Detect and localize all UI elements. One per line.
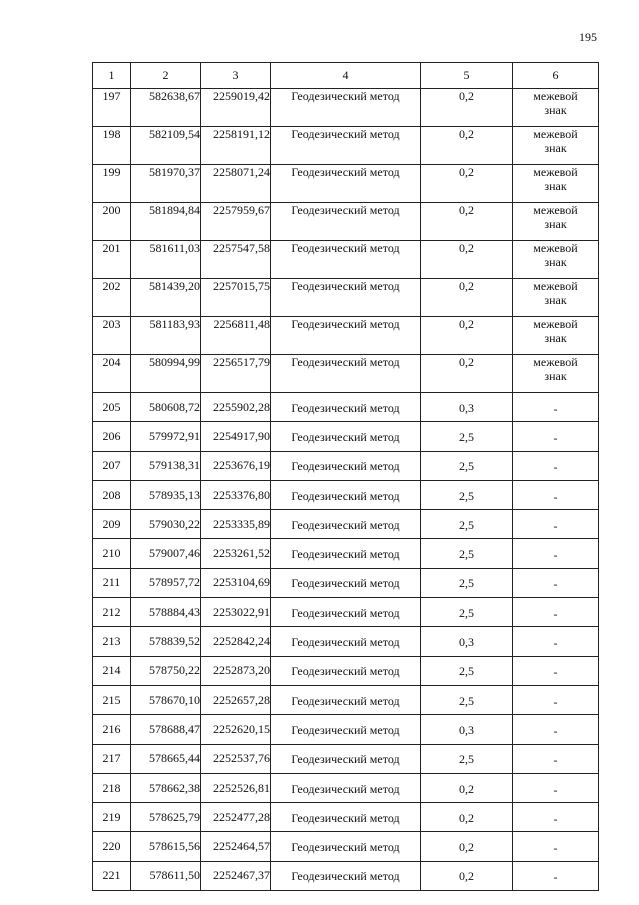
table-row [93, 715, 599, 744]
table-row [93, 127, 599, 165]
point-number-cell: 206 [93, 422, 131, 451]
y-coordinate-cell: 2256517,79 [201, 355, 271, 393]
accuracy-cell: 0,2 [421, 203, 513, 241]
method-cell: Геодезический метод [271, 656, 421, 685]
accuracy-cell: 0,2 [421, 803, 513, 832]
mark-type-cell: - [513, 861, 599, 890]
method-cell: Геодезический метод [271, 861, 421, 890]
table-row [93, 393, 599, 422]
point-number-cell: 209 [93, 510, 131, 539]
mark-type-cell: - [513, 773, 599, 802]
mark-type-cell: - [513, 539, 599, 568]
header-cell-1: 1 [93, 63, 131, 89]
y-coordinate-cell: 2257015,75 [201, 279, 271, 317]
mark-type-cell: - [513, 744, 599, 773]
method-cell: Геодезический метод [271, 203, 421, 241]
y-coordinate-cell: 2252467,37 [201, 861, 271, 890]
y-coordinate-cell: 2252620,15 [201, 715, 271, 744]
mark-type-cell: - [513, 627, 599, 656]
x-coordinate-cell: 578935,13 [131, 480, 201, 509]
accuracy-cell: 0,3 [421, 393, 513, 422]
header-cell-2: 2 [131, 63, 201, 89]
header-cell-6: 6 [513, 63, 599, 89]
mark-type-cell: - [513, 568, 599, 597]
y-coordinate-cell: 2252842,24 [201, 627, 271, 656]
mark-type-cell: - [513, 480, 599, 509]
y-coordinate-cell: 2253335,89 [201, 510, 271, 539]
x-coordinate-cell: 580608,72 [131, 393, 201, 422]
point-number-cell: 213 [93, 627, 131, 656]
x-coordinate-cell: 578750,22 [131, 656, 201, 685]
table-row [93, 685, 599, 714]
method-cell: Геодезический метод [271, 355, 421, 393]
point-number-cell: 201 [93, 241, 131, 279]
method-cell: Геодезический метод [271, 451, 421, 480]
table-row [93, 89, 599, 127]
accuracy-cell: 2,5 [421, 744, 513, 773]
point-number-cell: 197 [93, 89, 131, 127]
x-coordinate-cell: 579030,22 [131, 510, 201, 539]
table-row [93, 744, 599, 773]
point-number-cell: 221 [93, 861, 131, 890]
y-coordinate-cell: 2253104,69 [201, 568, 271, 597]
point-number-cell: 205 [93, 393, 131, 422]
point-number-cell: 211 [93, 568, 131, 597]
accuracy-cell: 2,5 [421, 422, 513, 451]
x-coordinate-cell: 578611,50 [131, 861, 201, 890]
point-number-cell: 214 [93, 656, 131, 685]
x-coordinate-cell: 579138,31 [131, 451, 201, 480]
accuracy-cell: 2,5 [421, 656, 513, 685]
method-cell: Геодезический метод [271, 803, 421, 832]
header-cell-4: 4 [271, 63, 421, 89]
table-row [93, 539, 599, 568]
x-coordinate-cell: 581970,37 [131, 165, 201, 203]
mark-type-cell: межевой знак [513, 89, 599, 127]
method-cell: Геодезический метод [271, 480, 421, 509]
table-row [93, 656, 599, 685]
method-cell: Геодезический метод [271, 598, 421, 627]
table-row [93, 861, 599, 890]
mark-type-cell: межевой знак [513, 127, 599, 165]
x-coordinate-cell: 578957,72 [131, 568, 201, 597]
method-cell: Геодезический метод [271, 510, 421, 539]
header-cell-3: 3 [201, 63, 271, 89]
method-cell: Геодезический метод [271, 832, 421, 861]
method-cell: Геодезический метод [271, 317, 421, 355]
x-coordinate-cell: 581183,93 [131, 317, 201, 355]
accuracy-cell: 0,2 [421, 355, 513, 393]
accuracy-cell: 2,5 [421, 568, 513, 597]
method-cell: Геодезический метод [271, 279, 421, 317]
y-coordinate-cell: 2252873,20 [201, 656, 271, 685]
point-number-cell: 199 [93, 165, 131, 203]
y-coordinate-cell: 2258191,12 [201, 127, 271, 165]
point-number-cell: 212 [93, 598, 131, 627]
point-number-cell: 219 [93, 803, 131, 832]
mark-type-cell: межевой знак [513, 355, 599, 393]
method-cell: Геодезический метод [271, 715, 421, 744]
method-cell: Геодезический метод [271, 89, 421, 127]
accuracy-cell: 2,5 [421, 598, 513, 627]
point-number-cell: 215 [93, 685, 131, 714]
y-coordinate-cell: 2256811,48 [201, 317, 271, 355]
accuracy-cell: 0,2 [421, 773, 513, 802]
table-row [93, 451, 599, 480]
accuracy-cell: 2,5 [421, 480, 513, 509]
accuracy-cell: 0,2 [421, 832, 513, 861]
table-row [93, 598, 599, 627]
x-coordinate-cell: 581439,20 [131, 279, 201, 317]
point-number-cell: 198 [93, 127, 131, 165]
x-coordinate-cell: 578662,38 [131, 773, 201, 802]
point-number-cell: 203 [93, 317, 131, 355]
x-coordinate-cell: 578670,10 [131, 685, 201, 714]
point-number-cell: 207 [93, 451, 131, 480]
y-coordinate-cell: 2259019,42 [201, 89, 271, 127]
y-coordinate-cell: 2258071,24 [201, 165, 271, 203]
x-coordinate-cell: 578615,56 [131, 832, 201, 861]
accuracy-cell: 0,2 [421, 127, 513, 165]
mark-type-cell: - [513, 598, 599, 627]
y-coordinate-cell: 2252657,28 [201, 685, 271, 714]
table-row [93, 568, 599, 597]
y-coordinate-cell: 2252537,76 [201, 744, 271, 773]
point-number-cell: 220 [93, 832, 131, 861]
point-number-cell: 204 [93, 355, 131, 393]
x-coordinate-cell: 578625,79 [131, 803, 201, 832]
y-coordinate-cell: 2255902,28 [201, 393, 271, 422]
accuracy-cell: 0,2 [421, 241, 513, 279]
point-number-cell: 210 [93, 539, 131, 568]
accuracy-cell: 0,2 [421, 165, 513, 203]
method-cell: Геодезический метод [271, 393, 421, 422]
table-row [93, 627, 599, 656]
table-row [93, 773, 599, 802]
method-cell: Геодезический метод [271, 568, 421, 597]
mark-type-cell: межевой знак [513, 317, 599, 355]
x-coordinate-cell: 582109,54 [131, 127, 201, 165]
method-cell: Геодезический метод [271, 685, 421, 714]
table-header [93, 63, 599, 89]
y-coordinate-cell: 2257547,58 [201, 241, 271, 279]
table-row [93, 355, 599, 393]
table-row [93, 279, 599, 317]
accuracy-cell: 0,2 [421, 89, 513, 127]
x-coordinate-cell: 582638,67 [131, 89, 201, 127]
accuracy-cell: 0,2 [421, 861, 513, 890]
y-coordinate-cell: 2253376,80 [201, 480, 271, 509]
point-number-cell: 200 [93, 203, 131, 241]
mark-type-cell: - [513, 685, 599, 714]
mark-type-cell: - [513, 393, 599, 422]
accuracy-cell: 2,5 [421, 510, 513, 539]
mark-type-cell: - [513, 422, 599, 451]
table-row [93, 510, 599, 539]
accuracy-cell: 2,5 [421, 451, 513, 480]
mark-type-cell: - [513, 832, 599, 861]
y-coordinate-cell: 2252477,28 [201, 803, 271, 832]
x-coordinate-cell: 579007,46 [131, 539, 201, 568]
accuracy-cell: 0,3 [421, 715, 513, 744]
x-coordinate-cell: 581894,84 [131, 203, 201, 241]
accuracy-cell: 2,5 [421, 539, 513, 568]
table-row [93, 165, 599, 203]
y-coordinate-cell: 2257959,67 [201, 203, 271, 241]
y-coordinate-cell: 2254917,90 [201, 422, 271, 451]
method-cell: Геодезический метод [271, 241, 421, 279]
point-number-cell: 208 [93, 480, 131, 509]
header-row [93, 63, 599, 89]
table-body [93, 89, 599, 891]
accuracy-cell: 0,3 [421, 627, 513, 656]
mark-type-cell: межевой знак [513, 241, 599, 279]
mark-type-cell: - [513, 510, 599, 539]
method-cell: Геодезический метод [271, 422, 421, 451]
x-coordinate-cell: 581611,03 [131, 241, 201, 279]
mark-type-cell: - [513, 451, 599, 480]
point-number-cell: 218 [93, 773, 131, 802]
mark-type-cell: межевой знак [513, 165, 599, 203]
method-cell: Геодезический метод [271, 539, 421, 568]
method-cell: Геодезический метод [271, 627, 421, 656]
x-coordinate-cell: 578665,44 [131, 744, 201, 773]
table-row [93, 803, 599, 832]
table-row [93, 832, 599, 861]
mark-type-cell: - [513, 715, 599, 744]
y-coordinate-cell: 2253022,91 [201, 598, 271, 627]
mark-type-cell: межевой знак [513, 279, 599, 317]
accuracy-cell: 0,2 [421, 317, 513, 355]
point-number-cell: 202 [93, 279, 131, 317]
x-coordinate-cell: 578884,43 [131, 598, 201, 627]
point-number-cell: 216 [93, 715, 131, 744]
accuracy-cell: 2,5 [421, 685, 513, 714]
point-number-cell: 217 [93, 744, 131, 773]
table-row [93, 480, 599, 509]
method-cell: Геодезический метод [271, 165, 421, 203]
x-coordinate-cell: 578839,52 [131, 627, 201, 656]
page-number: 195 [579, 30, 597, 44]
table-row [93, 422, 599, 451]
header-cell-5: 5 [421, 63, 513, 89]
method-cell: Геодезический метод [271, 744, 421, 773]
table-row [93, 241, 599, 279]
x-coordinate-cell: 578688,47 [131, 715, 201, 744]
mark-type-cell: - [513, 656, 599, 685]
method-cell: Геодезический метод [271, 773, 421, 802]
x-coordinate-cell: 579972,91 [131, 422, 201, 451]
mark-type-cell: межевой знак [513, 203, 599, 241]
mark-type-cell: - [513, 803, 599, 832]
coordinates-table [92, 62, 599, 891]
table-row [93, 317, 599, 355]
y-coordinate-cell: 2252464,57 [201, 832, 271, 861]
accuracy-cell: 0,2 [421, 279, 513, 317]
y-coordinate-cell: 2253676,19 [201, 451, 271, 480]
method-cell: Геодезический метод [271, 127, 421, 165]
y-coordinate-cell: 2252526,81 [201, 773, 271, 802]
x-coordinate-cell: 580994,99 [131, 355, 201, 393]
table-row [93, 203, 599, 241]
y-coordinate-cell: 2253261,52 [201, 539, 271, 568]
